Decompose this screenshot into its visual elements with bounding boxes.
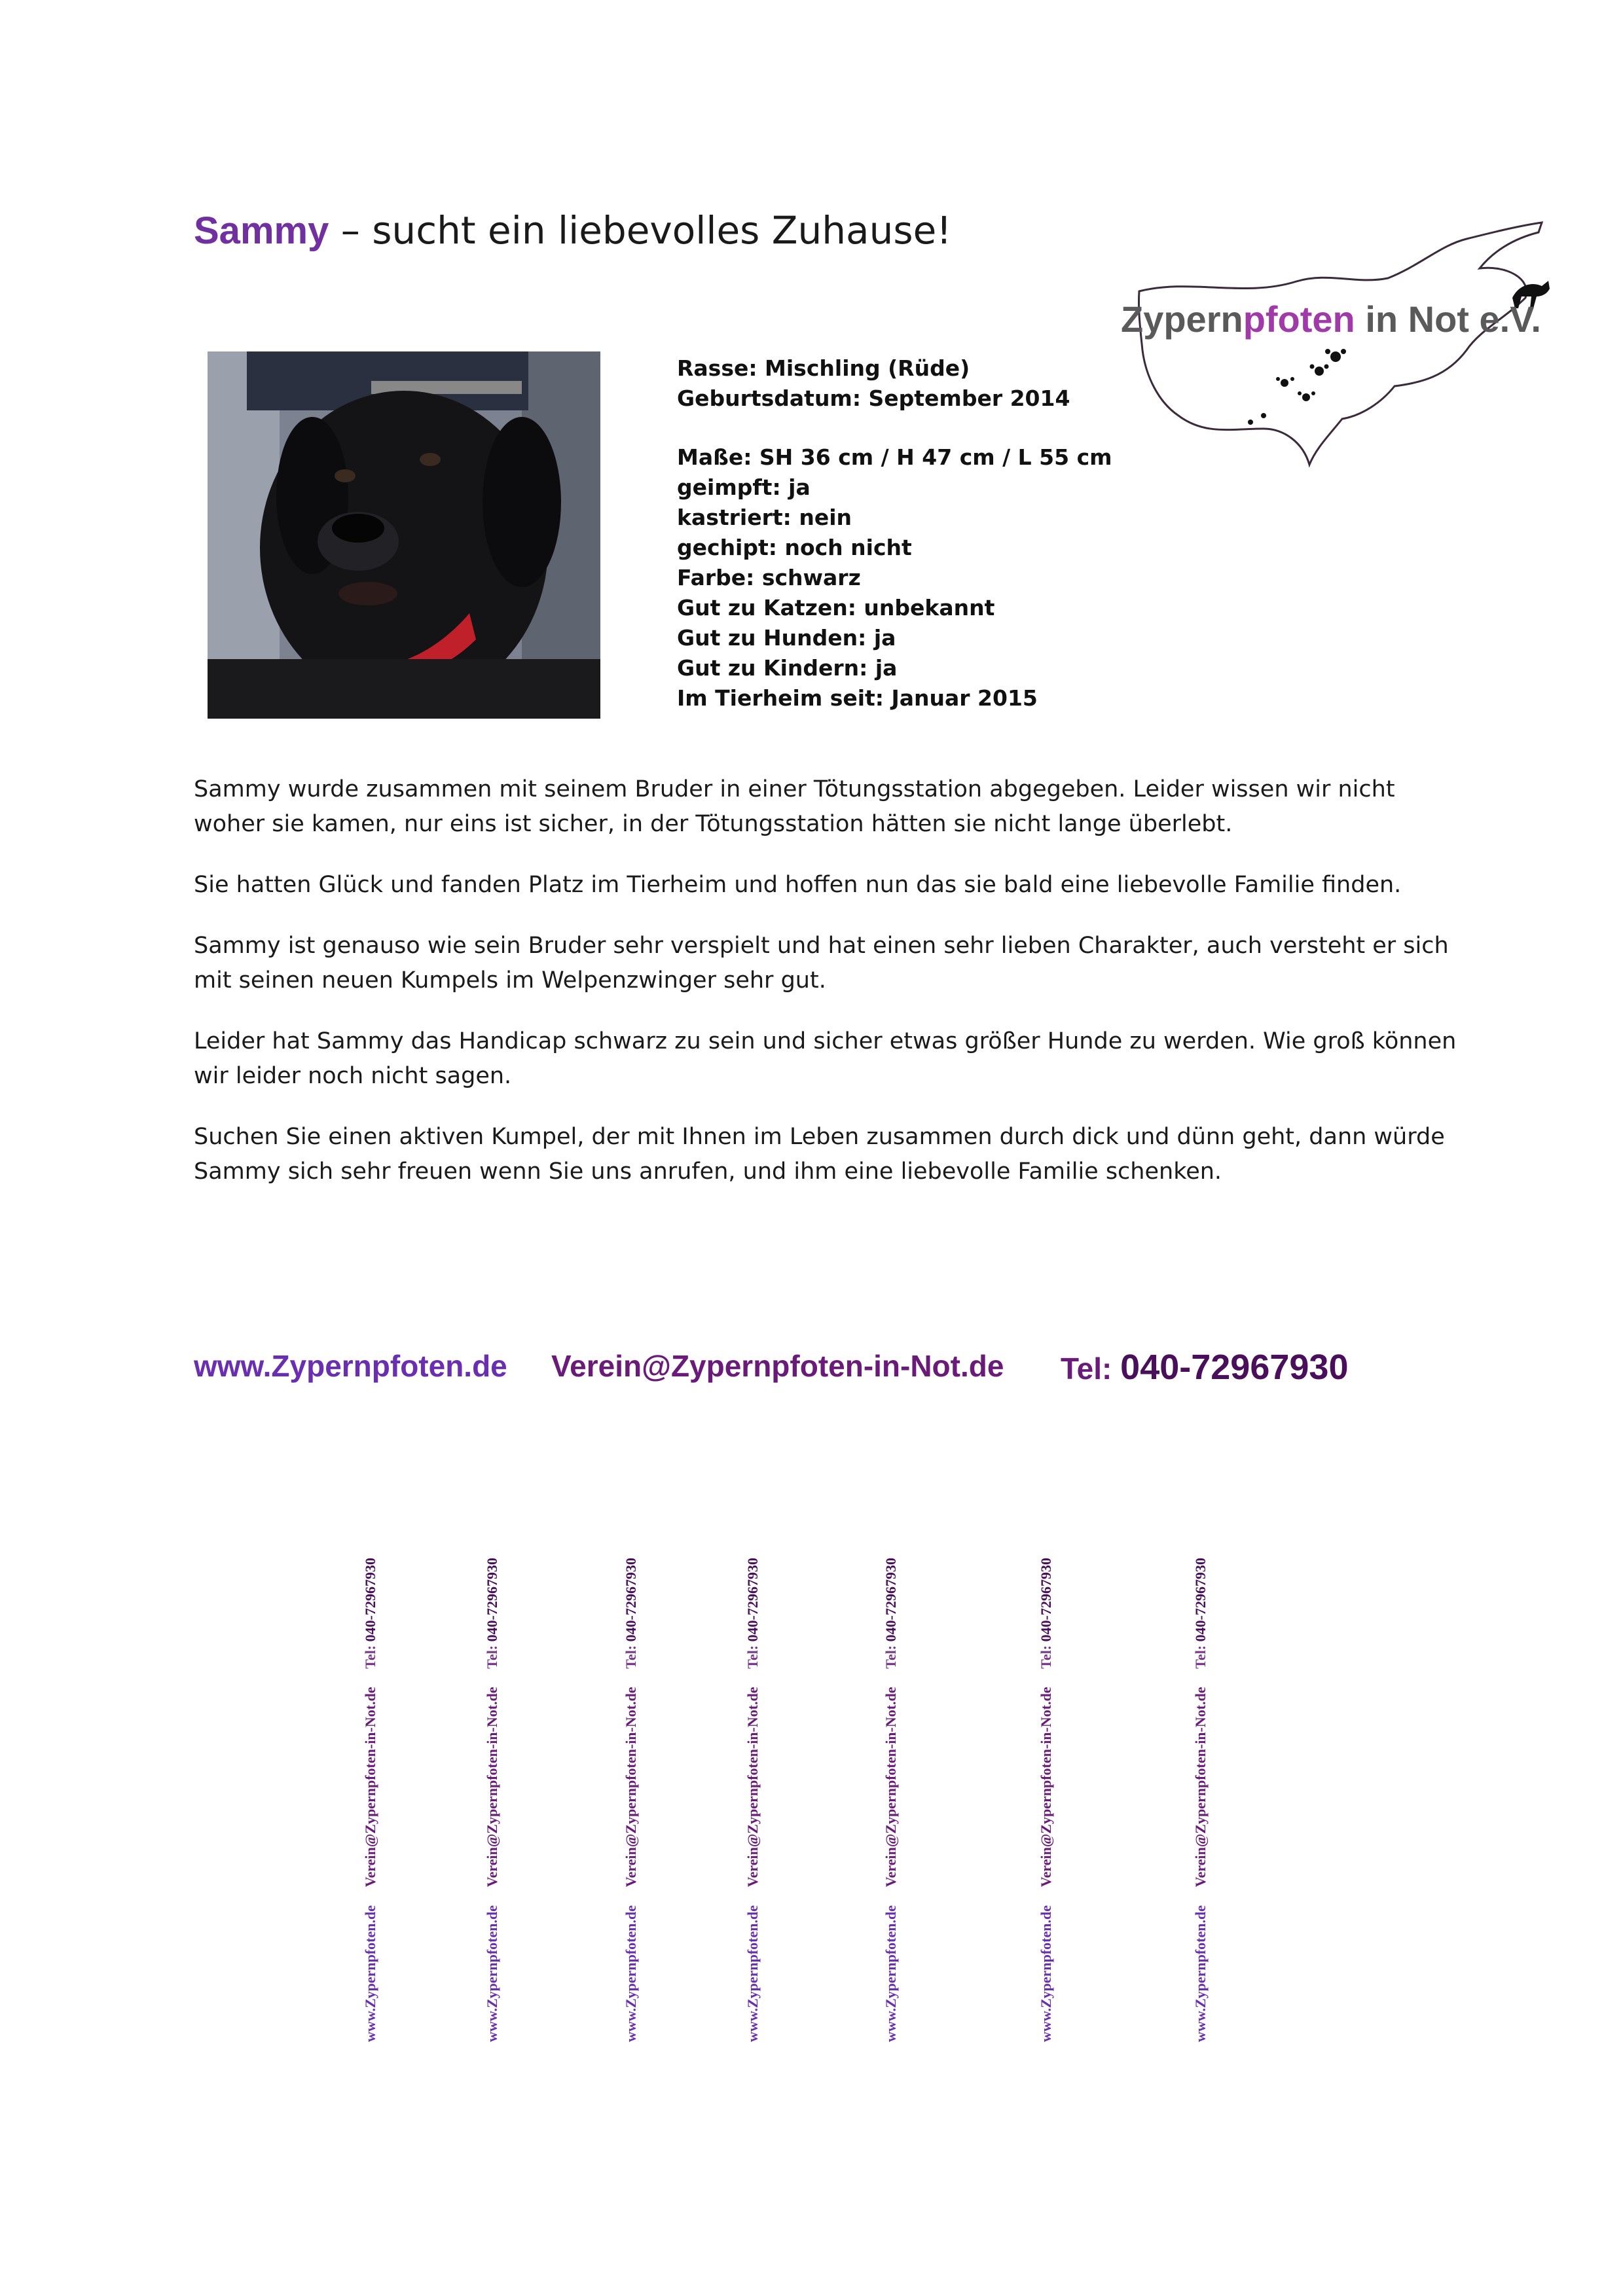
organization-logo xyxy=(1113,219,1552,475)
fact-masse: Maße: SH 36 cm / H 47 cm / L 55 cm xyxy=(677,444,1112,470)
tear-off-strips xyxy=(0,1558,1623,2055)
dog-name: Sammy xyxy=(194,209,329,252)
fact-katzen: Gut zu Katzen: unbekannt xyxy=(677,595,995,620)
fact-tierheim: Im Tierheim seit: Januar 2015 xyxy=(677,685,1038,711)
fact-farbe: Farbe: schwarz xyxy=(677,565,861,590)
fact-kindern: Gut zu Kindern: ja xyxy=(677,655,898,681)
phone-number: 040-72967930 xyxy=(1120,1348,1349,1387)
paragraph-4: Leider hat Sammy das Handicap schwarz zu sein und sicher etwas größer Hunde zu werden. Wie groß können wir leider noch nicht sagen. xyxy=(194,1028,1457,1089)
tear-off-strip[interactable]: www.Zypernpfoten.de Verein@Zypernpfoten-in-Not.de Tel: 040-72967930 xyxy=(744,1558,761,2042)
fact-gechipt: gechipt: noch nicht xyxy=(677,535,912,560)
tear-off-strip[interactable]: www.Zypernpfoten.de Verein@Zypernpfoten-in-Not.de Tel: 040-72967930 xyxy=(484,1558,500,2042)
email-link[interactable]: Verein@Zypernpfoten-in-Not.de xyxy=(551,1349,1004,1383)
paragraph-2: Sie hatten Glück und fanden Platz im Tierheim und hoffen nun das sie bald eine liebevolle Familie finden. xyxy=(194,872,1402,898)
dog-facts xyxy=(677,353,1112,713)
tear-off-strip[interactable]: www.Zypernpfoten.de Verein@Zypernpfoten-in-Not.de Tel: 040-72967930 xyxy=(1038,1558,1054,2042)
fact-hunden: Gut zu Hunden: ja xyxy=(677,625,896,651)
tear-off-strip[interactable]: www.Zypernpfoten.de Verein@Zypernpfoten-in-Not.de Tel: 040-72967930 xyxy=(362,1558,378,2042)
paw-prints xyxy=(1248,349,1346,425)
fact-rasse: Rasse: Mischling (Rüde) xyxy=(677,355,970,381)
paragraph-1: Sammy wurde zusammen mit seinem Bruder in einer Tötungsstation abgegeben. Leider wissen wir nicht woher sie kamen, nur eins ist sicher, in der Tötungsstation hätten sie nicht lange überlebt. xyxy=(194,776,1395,837)
title-tagline: – sucht ein liebevolles Zuhause! xyxy=(340,208,952,253)
page-title xyxy=(194,204,952,257)
paragraph-5: Suchen Sie einen aktiven Kumpel, der mit Ihnen im Leben zusammen durch dick und dünn geht, dann würde Sammy sich sehr freuen wenn Sie uns anrufen, und ihm eine liebevolle Familie schenken. xyxy=(194,1124,1445,1185)
fact-kastriert: kastriert: nein xyxy=(677,505,852,530)
tear-off-strip[interactable]: www.Zypernpfoten.de Verein@Zypernpfoten-in-Not.de Tel: 040-72967930 xyxy=(883,1558,899,2042)
description xyxy=(194,772,1457,1215)
fact-geburtsdatum: Geburtsdatum: September 2014 xyxy=(677,386,1070,411)
fact-geimpft: geimpft: ja xyxy=(677,475,811,500)
dog-photo xyxy=(208,351,600,719)
paragraph-3: Sammy ist genauso wie sein Bruder sehr verspielt und hat einen sehr lieben Charakter, auch versteht er sich mit seinen neuen Kumpels im Welpenzwinger sehr gut. xyxy=(194,933,1449,994)
phone-label: Tel: xyxy=(1061,1352,1121,1386)
cyprus-map-outline xyxy=(1113,219,1552,475)
tear-off-strip[interactable]: www.Zypernpfoten.de Verein@Zypernpfoten-in-Not.de Tel: 040-72967930 xyxy=(1192,1558,1209,2042)
phone-contact xyxy=(1061,1347,1349,1388)
tear-off-strip[interactable]: www.Zypernpfoten.de Verein@Zypernpfoten-in-Not.de Tel: 040-72967930 xyxy=(623,1558,639,2042)
website-link[interactable]: www.Zypernpfoten.de xyxy=(194,1349,507,1383)
logo-wordmark: Zypernpfoten in Not e.V. xyxy=(1121,298,1541,340)
